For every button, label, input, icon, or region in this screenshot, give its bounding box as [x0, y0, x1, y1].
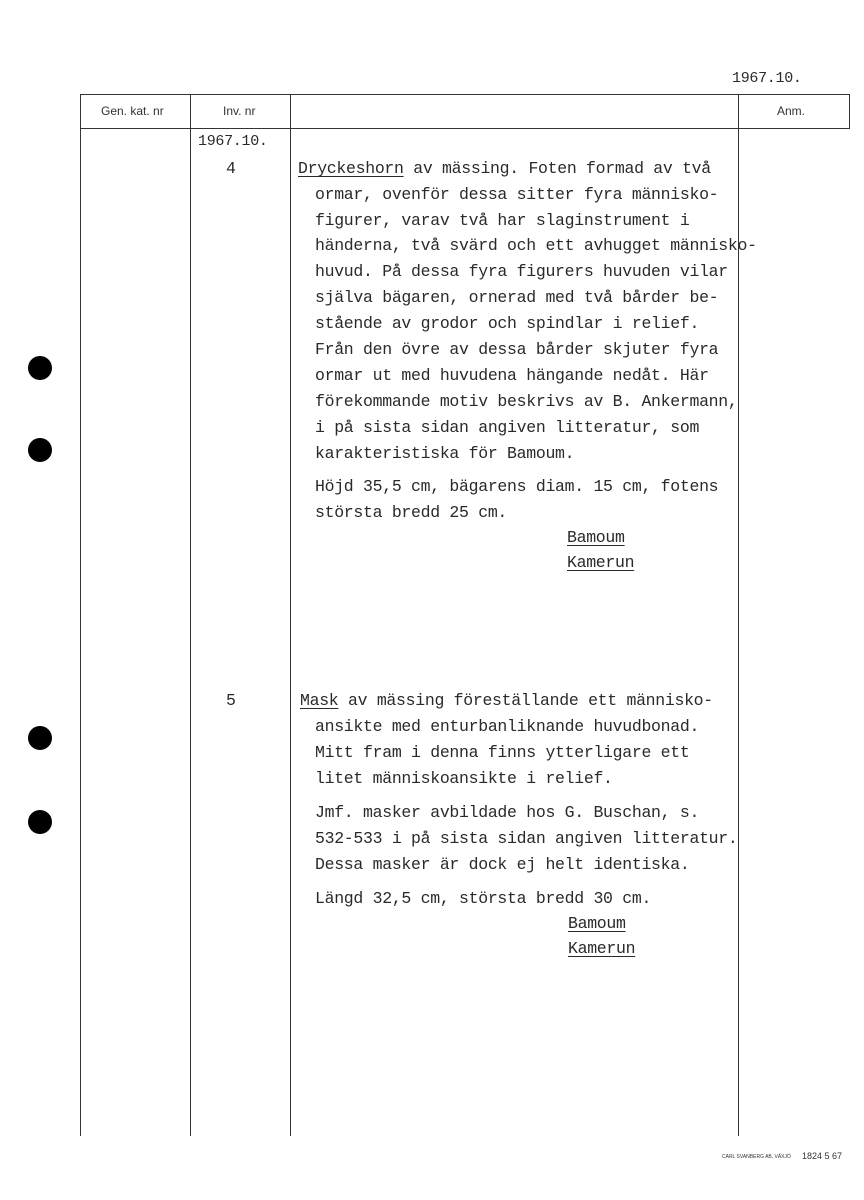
entry-line: figurer, varav två har slaginstrument i — [315, 211, 690, 230]
printer-imprint: CARL SVANBERG AB, VÄXJÖ — [722, 1154, 791, 1160]
entry-line: Mask av mässing föreställande ett människo- — [300, 691, 713, 710]
header-gen-kat-nr: Gen. kat. nr — [101, 104, 164, 118]
header-inv-nr: Inv. nr — [223, 104, 256, 118]
origin: Bamoum — [567, 528, 625, 547]
entry-title: Mask — [300, 691, 339, 710]
punch-hole — [28, 810, 52, 834]
entry-title: Dryckeshorn — [298, 159, 404, 178]
column-divider — [80, 94, 81, 1136]
country: Kamerun — [567, 553, 635, 572]
column-divider — [290, 94, 291, 1136]
entry-line: stående av grodor och spindlar i relief. — [315, 314, 700, 333]
note-line: 532-533 i på sista sidan angiven litteratur. — [315, 829, 738, 848]
form-code: 1824 5 67 — [802, 1151, 843, 1161]
origin: Bamoum — [568, 914, 626, 933]
note-line: Dessa masker är dock ej helt identiska. — [315, 855, 690, 874]
header-anm: Anm. — [777, 104, 806, 118]
inv-number: 5 — [226, 691, 236, 710]
entry-line: Från den övre av dessa bårder skjuter fyra — [315, 340, 719, 359]
column-divider — [190, 94, 191, 1136]
country: Kamerun — [568, 939, 636, 958]
inv-number: 4 — [226, 159, 236, 178]
entry-line: Mitt fram i denna finns ytterligare ett — [315, 743, 690, 762]
entry-line: huvud. På dessa fyra figurers huvuden vilar — [315, 262, 728, 281]
punch-hole — [28, 438, 52, 462]
measurement-line: Höjd 35,5 cm, bägarens diam. 15 cm, fotens — [315, 477, 719, 496]
entry-line: ormar ut med huvudena hängande nedåt. Här — [315, 366, 709, 385]
entry-line: själva bägaren, ornerad med två bårder be- — [315, 288, 719, 307]
punch-hole — [28, 356, 52, 380]
table-top-border — [80, 94, 850, 95]
entry-line: ormar, ovenför dessa sitter fyra människo- — [315, 185, 719, 204]
entry-line: förekommande motiv beskrivs av B. Ankermann, — [315, 392, 738, 411]
page-number: 1967.10. — [732, 70, 802, 87]
note-line: Jmf. masker avbildade hos G. Buschan, s. — [315, 803, 700, 822]
measurement-line: Längd 32,5 cm, största bredd 30 cm. — [315, 889, 652, 908]
entry-line: Dryckeshorn av mässing. Foten formad av två — [298, 159, 711, 178]
header-bottom-border — [80, 128, 850, 129]
punch-hole — [28, 726, 52, 750]
entry-line: händerna, två svärd och ett avhugget människo- — [315, 236, 757, 255]
entry-line: ansikte med enturbanliknande huvudbonad. — [315, 717, 700, 736]
entry-line: litet människoansikte i relief. — [315, 769, 613, 788]
entry-line: karakteristiska för Bamoum. — [315, 444, 575, 463]
column-divider — [849, 94, 850, 128]
inv-prefix: 1967.10. — [198, 133, 268, 150]
entry-line: i på sista sidan angiven litteratur, som — [315, 418, 700, 437]
measurement-line: största bredd 25 cm. — [315, 503, 508, 522]
